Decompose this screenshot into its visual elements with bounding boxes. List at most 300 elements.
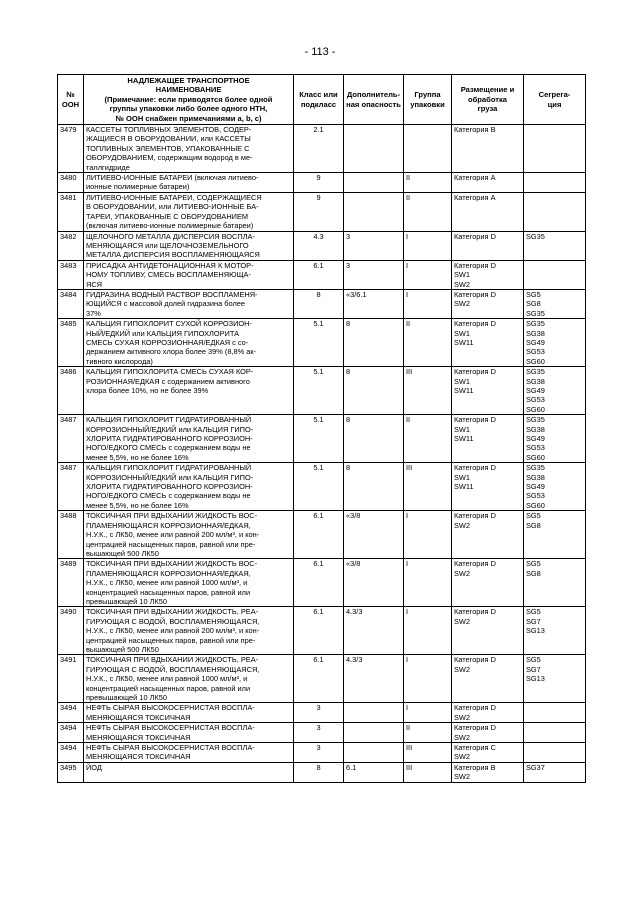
stowage-cell bbox=[452, 231, 524, 260]
name-line: 37% bbox=[86, 308, 101, 318]
proper-shipping-name-cell bbox=[84, 762, 294, 782]
subsidiary-risk-cell: 6.1 bbox=[344, 762, 404, 782]
table-row bbox=[58, 723, 586, 743]
stowage-cell bbox=[452, 125, 524, 173]
segregation-cell bbox=[524, 415, 586, 463]
name-line: ЯСЯ bbox=[86, 279, 103, 289]
stowage-cell bbox=[452, 743, 524, 763]
name-line: ЛИТИЕВО-ИОННЫЕ БАТАРЕИ, СОДЕРЖАЩИЕСЯ bbox=[86, 192, 262, 202]
name-line: НОГО/ЕДКОГО СМЕСЬ с содержанием воды не bbox=[86, 443, 251, 453]
proper-shipping-name-cell bbox=[84, 463, 294, 511]
proper-shipping-name-cell bbox=[84, 319, 294, 367]
name-line: НОМУ ТОПЛИВУ, СМЕСЬ ВОСПЛАМЕНЯЮЩА- bbox=[86, 270, 251, 280]
subsidiary-risk-cell bbox=[344, 743, 404, 763]
un-number-cell: 3484 bbox=[58, 289, 84, 318]
stowage-line: SW2 bbox=[454, 279, 471, 289]
packing-group-cell: III bbox=[404, 463, 452, 511]
class-cell: 6.1 bbox=[294, 260, 344, 289]
class-cell: 3 bbox=[294, 743, 344, 763]
name-line: МЕНЯЮЩАЯСЯ ТОКСИЧНАЯ bbox=[86, 732, 191, 742]
subsidiary-risk-cell: «3/8 bbox=[344, 559, 404, 607]
header-line: Размещение и bbox=[460, 85, 515, 95]
class-cell: 6.1 bbox=[294, 559, 344, 607]
name-line: вышающей 500 ЛК50 bbox=[86, 548, 159, 558]
segregation-line: SG60 bbox=[526, 356, 545, 366]
name-line: ТОПЛИВНЫХ ЭЛЕМЕНТОВ, УПАКОВАННЫЕ С bbox=[86, 143, 250, 153]
un-number-cell: 3483 bbox=[58, 260, 84, 289]
name-line: КАЛЬЦИЯ ГИПОХЛОРИТ ГИДРАТИРОВАННЫЙ bbox=[86, 415, 252, 425]
segregation-line: SG49 bbox=[526, 386, 545, 395]
name-line: НОГО/ЕДКОГО СМЕСЬ с содержанием воды не bbox=[86, 491, 251, 501]
name-line: менее 5,5%, но не более 16% bbox=[86, 500, 189, 510]
name-line: ОБОРУДОВАНИЕМ, содержащим водород в ме- bbox=[86, 153, 253, 163]
segregation-line: SG60 bbox=[526, 452, 545, 462]
segregation-line: SG53 bbox=[526, 443, 545, 453]
segregation-line: SG35 bbox=[526, 367, 545, 377]
name-line: вышающей 500 ЛК50 bbox=[86, 644, 159, 654]
name-line: центрацией насыщенных паров, равной или пре- bbox=[86, 539, 256, 549]
proper-shipping-name-cell bbox=[84, 703, 294, 723]
name-line: НЕФТЬ СЫРАЯ ВЫСОКОСЕРНИСТАЯ ВОСПЛА- bbox=[86, 743, 255, 753]
segregation-cell bbox=[524, 192, 586, 231]
stowage-line: SW1 bbox=[454, 376, 471, 386]
header-stowage bbox=[452, 75, 524, 125]
segregation-line: SG5 bbox=[526, 607, 541, 617]
stowage-cell bbox=[452, 607, 524, 655]
header-line: НАДЛЕЖАЩЕЕ ТРАНСПОРТНОЕ bbox=[127, 76, 250, 85]
header-line: группы упаковки либо более одного НТН, bbox=[109, 104, 268, 114]
header-line: ция bbox=[547, 99, 562, 109]
segregation-cell bbox=[524, 559, 586, 607]
name-line: НЫЙ/ЕДКИЙ или КАЛЬЦИЯ ГИПОХЛОРИТА bbox=[86, 328, 240, 338]
proper-shipping-name-cell bbox=[84, 511, 294, 559]
proper-shipping-name-cell bbox=[84, 231, 294, 260]
stowage-cell bbox=[452, 559, 524, 607]
class-cell: 9 bbox=[294, 173, 344, 193]
stowage-line: SW2 bbox=[454, 772, 471, 782]
name-line: МЕНЯЮЩАЯСЯ ТОКСИЧНАЯ bbox=[86, 752, 191, 762]
name-line: ГИРУЮЩАЯ С ВОДОЙ, ВОСПЛАМЕНЯЮЩАЯСЯ, bbox=[86, 616, 260, 626]
stowage-cell bbox=[452, 463, 524, 511]
stowage-cell bbox=[452, 319, 524, 367]
stowage-line: SW2 bbox=[454, 752, 471, 762]
name-line: (включая литиево-ионные полимерные батареи) bbox=[86, 221, 254, 231]
segregation-cell bbox=[524, 173, 586, 193]
segregation-line: SG7 bbox=[526, 664, 541, 674]
proper-shipping-name-cell bbox=[84, 743, 294, 763]
table-row bbox=[58, 463, 586, 511]
subsidiary-risk-cell: 8 bbox=[344, 463, 404, 511]
un-number-cell: 3491 bbox=[58, 655, 84, 703]
stowage-cell bbox=[452, 367, 524, 415]
subsidiary-risk-cell: «3/6.1 bbox=[344, 289, 404, 318]
segregation-line: SG53 bbox=[526, 395, 545, 405]
segregation-line: SG8 bbox=[526, 568, 541, 578]
un-number-cell: 3480 bbox=[58, 173, 84, 193]
name-line: НЕФТЬ СЫРАЯ ВЫСОКОСЕРНИСТАЯ ВОСПЛА- bbox=[86, 723, 255, 733]
name-line: РОЗИОННАЯ/ЕДКАЯ с содержанием активного bbox=[86, 376, 250, 386]
name-line: менее 5,5%, но не более 16% bbox=[86, 452, 189, 462]
table-row bbox=[58, 703, 586, 723]
packing-group-cell: I bbox=[404, 655, 452, 703]
table-row bbox=[58, 260, 586, 289]
segregation-line: SG53 bbox=[526, 491, 545, 501]
packing-group-cell: II bbox=[404, 723, 452, 743]
stowage-line: SW2 bbox=[454, 616, 471, 626]
table-row bbox=[58, 743, 586, 763]
packing-group-cell: II bbox=[404, 319, 452, 367]
name-line: ХЛОРИТА ГИДРАТИРОВАННОГО КОРРОЗИОН- bbox=[86, 434, 253, 444]
packing-group-cell: I bbox=[404, 511, 452, 559]
name-line: таллгидриде bbox=[86, 162, 130, 172]
header-line: упаковки bbox=[410, 99, 445, 109]
stowage-line: SW2 bbox=[454, 732, 471, 742]
stowage-line: Категория B bbox=[454, 125, 496, 135]
header-line: № ООН снабжен примечаниями a, b, c) bbox=[115, 113, 262, 123]
stowage-cell bbox=[452, 511, 524, 559]
segregation-line: SG7 bbox=[526, 616, 541, 626]
un-number-cell: 3494 bbox=[58, 743, 84, 763]
segregation-line: SG35 bbox=[526, 308, 545, 318]
proper-shipping-name-cell bbox=[84, 559, 294, 607]
un-number-cell: 3490 bbox=[58, 607, 84, 655]
class-cell: 5.1 bbox=[294, 415, 344, 463]
segregation-cell bbox=[524, 511, 586, 559]
un-number-cell: 3488 bbox=[58, 511, 84, 559]
subsidiary-risk-cell: 8 bbox=[344, 319, 404, 367]
stowage-cell bbox=[452, 173, 524, 193]
name-line: КАЛЬЦИЯ ГИПОХЛОРИТ СУХОЙ КОРРОЗИОН- bbox=[86, 319, 252, 329]
segregation-cell bbox=[524, 231, 586, 260]
stowage-cell bbox=[452, 762, 524, 782]
stowage-line: Категория D bbox=[454, 231, 496, 241]
table-row bbox=[58, 559, 586, 607]
subsidiary-risk-cell bbox=[344, 125, 404, 173]
packing-group-cell bbox=[404, 125, 452, 173]
segregation-line: SG13 bbox=[526, 626, 545, 636]
proper-shipping-name-cell bbox=[84, 125, 294, 173]
header-line: Дополнитель- bbox=[346, 90, 401, 100]
stowage-line: Категория D bbox=[454, 559, 496, 569]
segregation-line: SG35 bbox=[526, 463, 545, 473]
name-line: НЕФТЬ СЫРАЯ ВЫСОКОСЕРНИСТАЯ ВОСПЛА- bbox=[86, 703, 255, 713]
class-cell: 9 bbox=[294, 192, 344, 231]
name-line: ЩЕЛОЧНОГО МЕТАЛЛА ДИСПЕРСИЯ ВОСПЛА- bbox=[86, 231, 255, 241]
stowage-line: Категория D bbox=[454, 289, 496, 299]
name-line: МЕНЯЮЩАЯСЯ или ЩЕЛОЧНОЗЕМЕЛЬНОГО bbox=[86, 240, 249, 250]
segregation-line: SG38 bbox=[526, 424, 545, 434]
subsidiary-risk-cell: 4.3/3 bbox=[344, 607, 404, 655]
class-cell: 8 bbox=[294, 289, 344, 318]
stowage-cell bbox=[452, 260, 524, 289]
segregation-cell bbox=[524, 655, 586, 703]
name-line: ЛИТИЕВО-ИОННЫЕ БАТАРЕИ (включая литиево- bbox=[86, 173, 259, 183]
name-line: ТОКСИЧНАЯ ПРИ ВДЫХАНИИ ЖИДКОСТЬ ВОС- bbox=[86, 559, 258, 569]
segregation-line: SG5 bbox=[526, 511, 541, 521]
name-line: центрацией насыщенных паров, равной или пре- bbox=[86, 635, 256, 645]
name-line: держанием активного хлора более 39% (8,8% ак- bbox=[86, 347, 257, 357]
un-number-cell: 3489 bbox=[58, 559, 84, 607]
class-cell: 6.1 bbox=[294, 607, 344, 655]
stowage-cell bbox=[452, 655, 524, 703]
stowage-cell bbox=[452, 703, 524, 723]
stowage-line: Категория D bbox=[454, 703, 496, 713]
table-row bbox=[58, 319, 586, 367]
header-line: № bbox=[66, 90, 75, 100]
header-line: груза bbox=[477, 104, 498, 114]
subsidiary-risk-cell bbox=[344, 723, 404, 743]
packing-group-cell: III bbox=[404, 743, 452, 763]
segregation-cell bbox=[524, 319, 586, 367]
un-number-cell: 3482 bbox=[58, 231, 84, 260]
class-cell: 6.1 bbox=[294, 511, 344, 559]
packing-group-cell: II bbox=[404, 173, 452, 193]
segregation-line: SG35 bbox=[526, 319, 545, 329]
proper-shipping-name-cell bbox=[84, 415, 294, 463]
table-header-row bbox=[58, 75, 586, 125]
stowage-line: Категория D bbox=[454, 463, 496, 473]
segregation-line: SG35 bbox=[526, 415, 545, 425]
segregation-cell bbox=[524, 607, 586, 655]
name-line: превышающей 10 ЛК50 bbox=[86, 596, 167, 606]
proper-shipping-name-cell bbox=[84, 367, 294, 415]
packing-group-cell: I bbox=[404, 559, 452, 607]
class-cell: 3 bbox=[294, 723, 344, 743]
stowage-line: SW2 bbox=[454, 520, 471, 530]
segregation-line: SG49 bbox=[526, 482, 545, 492]
packing-group-cell: I bbox=[404, 231, 452, 260]
packing-group-cell: I bbox=[404, 260, 452, 289]
table-row bbox=[58, 511, 586, 559]
name-line: превышающей 10 ЛК50 bbox=[86, 693, 167, 702]
segregation-line: SG5 bbox=[526, 655, 541, 665]
header-line: Группа bbox=[414, 90, 441, 100]
stowage-line: SW1 bbox=[454, 472, 471, 482]
proper-shipping-name-cell bbox=[84, 723, 294, 743]
segregation-line: SG35 bbox=[526, 231, 545, 241]
name-line: концентрацией насыщенных паров, равной или bbox=[86, 587, 251, 597]
segregation-line: SG13 bbox=[526, 674, 545, 684]
name-line: СМЕСЬ СУХАЯ КОРРОЗИОННАЯ/ЕДКАЯ с со- bbox=[86, 337, 249, 347]
header-line: подкласс bbox=[300, 99, 337, 109]
class-cell: 3 bbox=[294, 703, 344, 723]
name-line: МЕНЯЮЩАЯСЯ ТОКСИЧНАЯ bbox=[86, 712, 191, 722]
name-line: ЙОД bbox=[86, 762, 102, 772]
un-number-cell: 3487 bbox=[58, 415, 84, 463]
name-line: Н.У.К., с ЛК50, менее или равной 200 мл/м³, и кон- bbox=[86, 626, 260, 636]
header-line: ООН bbox=[61, 99, 80, 109]
segregation-cell bbox=[524, 463, 586, 511]
dangerous-goods-table bbox=[57, 74, 586, 783]
stowage-line: SW1 bbox=[454, 328, 471, 338]
stowage-line: Категория D bbox=[454, 511, 496, 521]
header-packing-group bbox=[404, 75, 452, 125]
stowage-line: SW1 bbox=[454, 424, 471, 434]
stowage-cell bbox=[452, 415, 524, 463]
table-row bbox=[58, 762, 586, 782]
name-line: хлора более 10%, но не более 39% bbox=[86, 386, 209, 395]
name-line: ПРИСАДКА АНТИДЕТОНАЦИОННАЯ К МОТОР- bbox=[86, 260, 254, 270]
un-number-cell: 3481 bbox=[58, 192, 84, 231]
un-number-cell: 3494 bbox=[58, 703, 84, 723]
stowage-cell bbox=[452, 723, 524, 743]
stowage-line: Категория D bbox=[454, 319, 496, 329]
stowage-cell bbox=[452, 289, 524, 318]
packing-group-cell: I bbox=[404, 607, 452, 655]
stowage-line: SW2 bbox=[454, 712, 471, 722]
stowage-line: SW1 bbox=[454, 270, 471, 280]
table-row bbox=[58, 192, 586, 231]
stowage-line: Категория C bbox=[454, 743, 496, 753]
subsidiary-risk-cell: 4.3/3 bbox=[344, 655, 404, 703]
proper-shipping-name-cell bbox=[84, 173, 294, 193]
packing-group-cell: I bbox=[404, 703, 452, 723]
stowage-line: Категория D bbox=[454, 607, 496, 617]
name-line: Н.У.К., с ЛК50, менее или равной 1000 мл/м³, и bbox=[86, 674, 248, 684]
segregation-cell bbox=[524, 125, 586, 173]
subsidiary-risk-cell bbox=[344, 192, 404, 231]
name-line: КОРРОЗИОННЫЙ/ЕДКИЙ или КАЛЬЦИЯ ГИПО- bbox=[86, 424, 254, 434]
header-name bbox=[84, 75, 294, 125]
packing-group-cell: II bbox=[404, 415, 452, 463]
class-cell: 8 bbox=[294, 762, 344, 782]
stowage-line: Категория D bbox=[454, 367, 496, 377]
segregation-line: SG49 bbox=[526, 434, 545, 444]
stowage-line: Категория A bbox=[454, 192, 496, 202]
name-line: ТОКСИЧНАЯ ПРИ ВДЫХАНИИ ЖИДКОСТЬ, РЕА- bbox=[86, 655, 259, 665]
stowage-line: Категория A bbox=[454, 173, 496, 183]
name-line: ГИДРАЗИНА ВОДНЫЙ РАСТВОР ВОСПЛАМЕНЯ- bbox=[86, 289, 258, 299]
segregation-line: SG38 bbox=[526, 376, 545, 386]
segregation-line: SG37 bbox=[526, 762, 545, 772]
proper-shipping-name-cell bbox=[84, 192, 294, 231]
segregation-line: SG8 bbox=[526, 520, 541, 530]
stowage-line: SW11 bbox=[454, 337, 474, 347]
class-cell: 6.1 bbox=[294, 655, 344, 703]
stowage-line: Категория D bbox=[454, 723, 496, 733]
name-line: ионные полимерные батареи) bbox=[86, 182, 190, 192]
subsidiary-risk-cell: 8 bbox=[344, 415, 404, 463]
segregation-line: SG5 bbox=[526, 559, 541, 569]
name-line: ТОКСИЧНАЯ ПРИ ВДЫХАНИИ ЖИДКОСТЬ, РЕА- bbox=[86, 607, 259, 617]
table-row bbox=[58, 125, 586, 173]
stowage-line: SW2 bbox=[454, 568, 471, 578]
name-line: ЖАЩИЕСЯ В ОБОРУДОВАНИИ, или КАССЕТЫ bbox=[86, 134, 251, 144]
stowage-line: Категория B bbox=[454, 762, 496, 772]
class-cell: 5.1 bbox=[294, 319, 344, 367]
subsidiary-risk-cell: «3/8 bbox=[344, 511, 404, 559]
un-number-cell: 3494 bbox=[58, 723, 84, 743]
name-line: ПЛАМЕНЯЮЩАЯСЯ КОРРОЗИОННАЯ/ЕДКАЯ, bbox=[86, 568, 251, 578]
name-line: тивного кислорода) bbox=[86, 356, 153, 366]
page-number: - 113 - bbox=[304, 46, 336, 58]
stowage-line: SW11 bbox=[454, 386, 474, 395]
stowage-cell bbox=[452, 192, 524, 231]
table-row bbox=[58, 607, 586, 655]
header-line: Сегрега- bbox=[538, 90, 571, 100]
name-line: ГИРУЮЩАЯ С ВОДОЙ, ВОСПЛАМЕНЯЮЩАЯСЯ, bbox=[86, 664, 260, 674]
table-row bbox=[58, 367, 586, 415]
segregation-cell bbox=[524, 260, 586, 289]
name-line: КАЛЬЦИЯ ГИПОХЛОРИТ ГИДРАТИРОВАННЫЙ bbox=[86, 463, 252, 473]
table-row bbox=[58, 415, 586, 463]
stowage-line: Категория D bbox=[454, 655, 496, 665]
subsidiary-risk-cell: 3 bbox=[344, 231, 404, 260]
table-row bbox=[58, 173, 586, 193]
name-line: ПЛАМЕНЯЮЩАЯСЯ КОРРОЗИОННАЯ/ЕДКАЯ, bbox=[86, 520, 251, 530]
segregation-line: SG60 bbox=[526, 500, 545, 510]
name-line: концентрацией насыщенных паров, равной или bbox=[86, 683, 251, 693]
name-line: ХЛОРИТА ГИДРАТИРОВАННОГО КОРРОЗИОН- bbox=[86, 482, 253, 492]
proper-shipping-name-cell bbox=[84, 655, 294, 703]
segregation-cell bbox=[524, 289, 586, 318]
segregation-line: SG38 bbox=[526, 328, 545, 338]
segregation-line: SG8 bbox=[526, 299, 541, 309]
stowage-line: Категория D bbox=[454, 260, 496, 270]
segregation-cell bbox=[524, 367, 586, 415]
segregation-cell bbox=[524, 762, 586, 782]
subsidiary-risk-cell bbox=[344, 173, 404, 193]
un-number-cell: 3495 bbox=[58, 762, 84, 782]
stowage-line: SW11 bbox=[454, 482, 474, 492]
name-line: ТОКСИЧНАЯ ПРИ ВДЫХАНИИ ЖИДКОСТЬ ВОС- bbox=[86, 511, 258, 521]
segregation-line: SG5 bbox=[526, 289, 541, 299]
header-class bbox=[294, 75, 344, 125]
un-number-cell: 3485 bbox=[58, 319, 84, 367]
class-cell: 5.1 bbox=[294, 367, 344, 415]
class-cell: 5.1 bbox=[294, 463, 344, 511]
header-line: (Примечание: если приводятся более одной bbox=[104, 94, 273, 104]
un-number-cell: 3479 bbox=[58, 125, 84, 173]
name-line: МЕТАЛЛА ДИСПЕРСИЯ ВОСПЛАМЕНЯЮЩАЯСЯ bbox=[86, 250, 260, 260]
name-line: ТАРЕИ, УПАКОВАННЫЕ С ОБОРУДОВАНИЕМ bbox=[86, 211, 249, 221]
header-segregation bbox=[524, 75, 586, 125]
name-line: КОРРОЗИОННЫЙ/ЕДКИЙ или КАЛЬЦИЯ ГИПО- bbox=[86, 472, 254, 482]
proper-shipping-name-cell bbox=[84, 260, 294, 289]
subsidiary-risk-cell: 8 bbox=[344, 367, 404, 415]
stowage-line: SW2 bbox=[454, 664, 471, 674]
subsidiary-risk-cell: 3 bbox=[344, 260, 404, 289]
un-number-cell: 3487 bbox=[58, 463, 84, 511]
stowage-line: SW2 bbox=[454, 299, 471, 309]
subsidiary-risk-cell bbox=[344, 703, 404, 723]
segregation-line: SG53 bbox=[526, 347, 545, 357]
header-line: Класс или bbox=[299, 90, 338, 100]
segregation-line: SG38 bbox=[526, 472, 545, 482]
class-cell: 4.3 bbox=[294, 231, 344, 260]
un-number-cell: 3486 bbox=[58, 367, 84, 415]
segregation-line: SG49 bbox=[526, 337, 545, 347]
header-subsidiary-risk bbox=[344, 75, 404, 125]
class-cell: 2.1 bbox=[294, 125, 344, 173]
header-un-no bbox=[58, 75, 84, 125]
name-line: В ОБОРУДОВАНИИ, или ЛИТИЕВО-ИОННЫЕ БА- bbox=[86, 202, 259, 212]
proper-shipping-name-cell bbox=[84, 607, 294, 655]
packing-group-cell: I bbox=[404, 289, 452, 318]
name-line: Н.У.К., с ЛК50, менее или равной 1000 мл/м³, и bbox=[86, 578, 248, 588]
stowage-line: Категория D bbox=[454, 415, 496, 425]
segregation-cell bbox=[524, 703, 586, 723]
name-line: КАЛЬЦИЯ ГИПОХЛОРИТА СМЕСЬ СУХАЯ КОР- bbox=[86, 367, 254, 377]
proper-shipping-name-cell bbox=[84, 289, 294, 318]
packing-group-cell: II bbox=[404, 192, 452, 231]
segregation-line: SG60 bbox=[526, 404, 545, 414]
name-line: ЮЩИЙСЯ с массовой долей гидразина более bbox=[86, 299, 246, 309]
name-line: КАССЕТЫ ТОПЛИВНЫХ ЭЛЕМЕНТОВ, СОДЕР- bbox=[86, 125, 252, 135]
segregation-cell bbox=[524, 723, 586, 743]
table-row bbox=[58, 231, 586, 260]
table-row bbox=[58, 655, 586, 703]
